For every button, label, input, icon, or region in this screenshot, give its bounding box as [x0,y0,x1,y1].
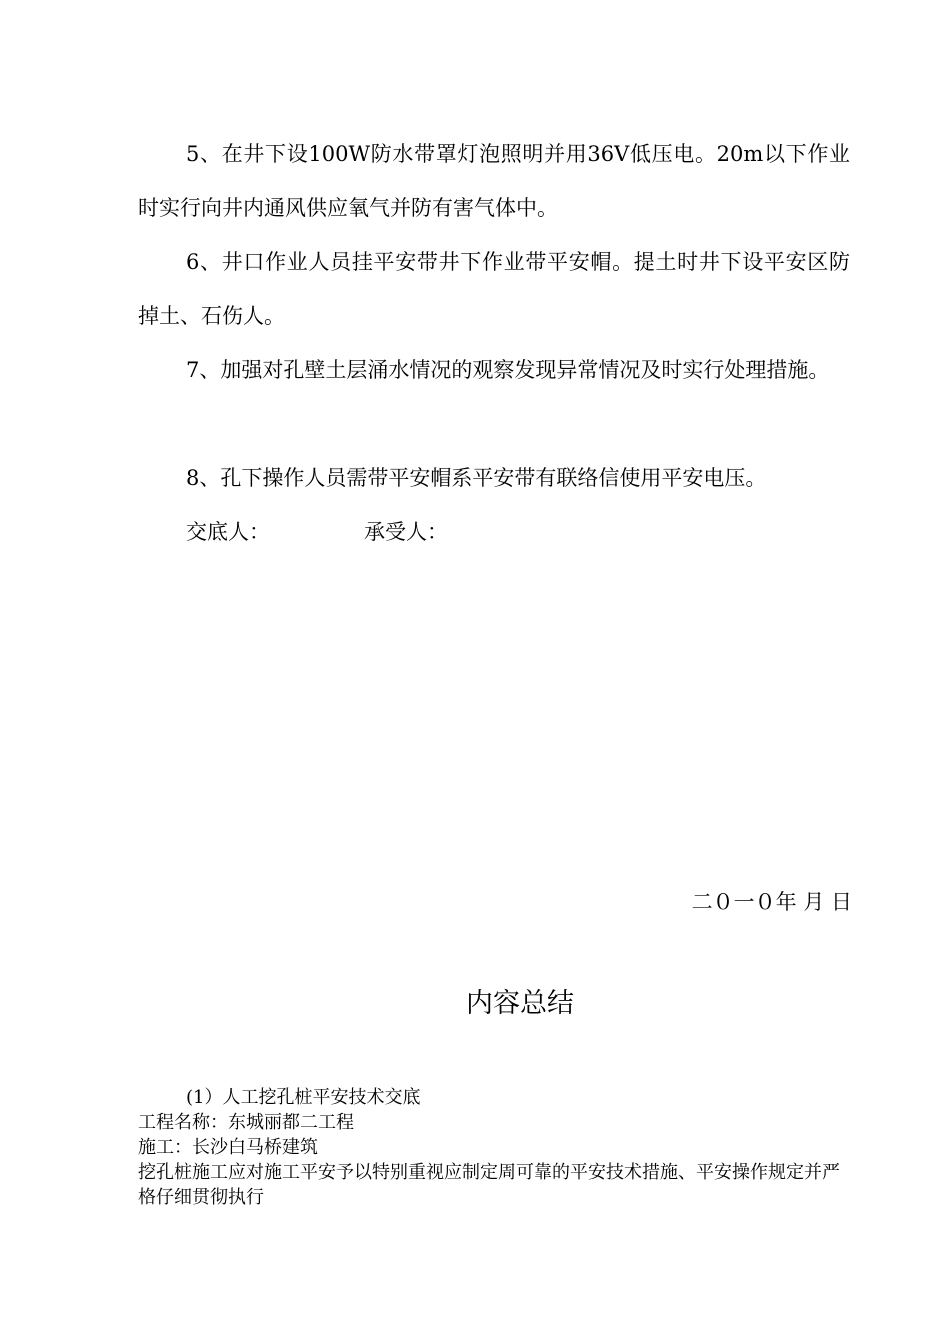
summary-block [138,1085,850,1210]
summary-title: 内容总结 [466,988,574,1019]
summary-line-heading: (1）人工挖孔桩平安技术交底 [186,1087,421,1108]
summary-line-project-name: 工程名称：东城丽都二工程 [138,1112,354,1133]
summary-line-contractor: 施工：长沙白马桥建筑 [138,1137,318,1158]
briefer-label: 交底人： [186,520,270,544]
receiver-label: 承受人： [364,520,448,544]
summary-line-requirement: 挖孔桩施工应对施工平安予以特别重视应制定周可靠的平安技术措施、平安操作规定并严格仔细贯彻执行 [138,1162,840,1208]
paragraph-item-5: 5、在井下设100W防水带罩灯泡照明并用36V低压电。20m以下作业时实行向井内通风供应氧气并防有害气体中。 [138,142,850,220]
paragraph-item-7: 7、加强对孔壁土层涌水情况的观察发现异常情况及时实行处理措施。 [186,358,830,382]
paragraph-item-6: 6、井口作业人员挂平安带井下作业带平安帽。提土时井下设平安区防掉土、石伤人。 [138,250,850,328]
document-date: 二０一０年 月 日 [691,890,852,914]
signature-line [186,505,448,559]
paragraph-item-8: 8、孔下操作人员需带平安帽系平安带有联络信使用平安电压。 [186,466,767,490]
